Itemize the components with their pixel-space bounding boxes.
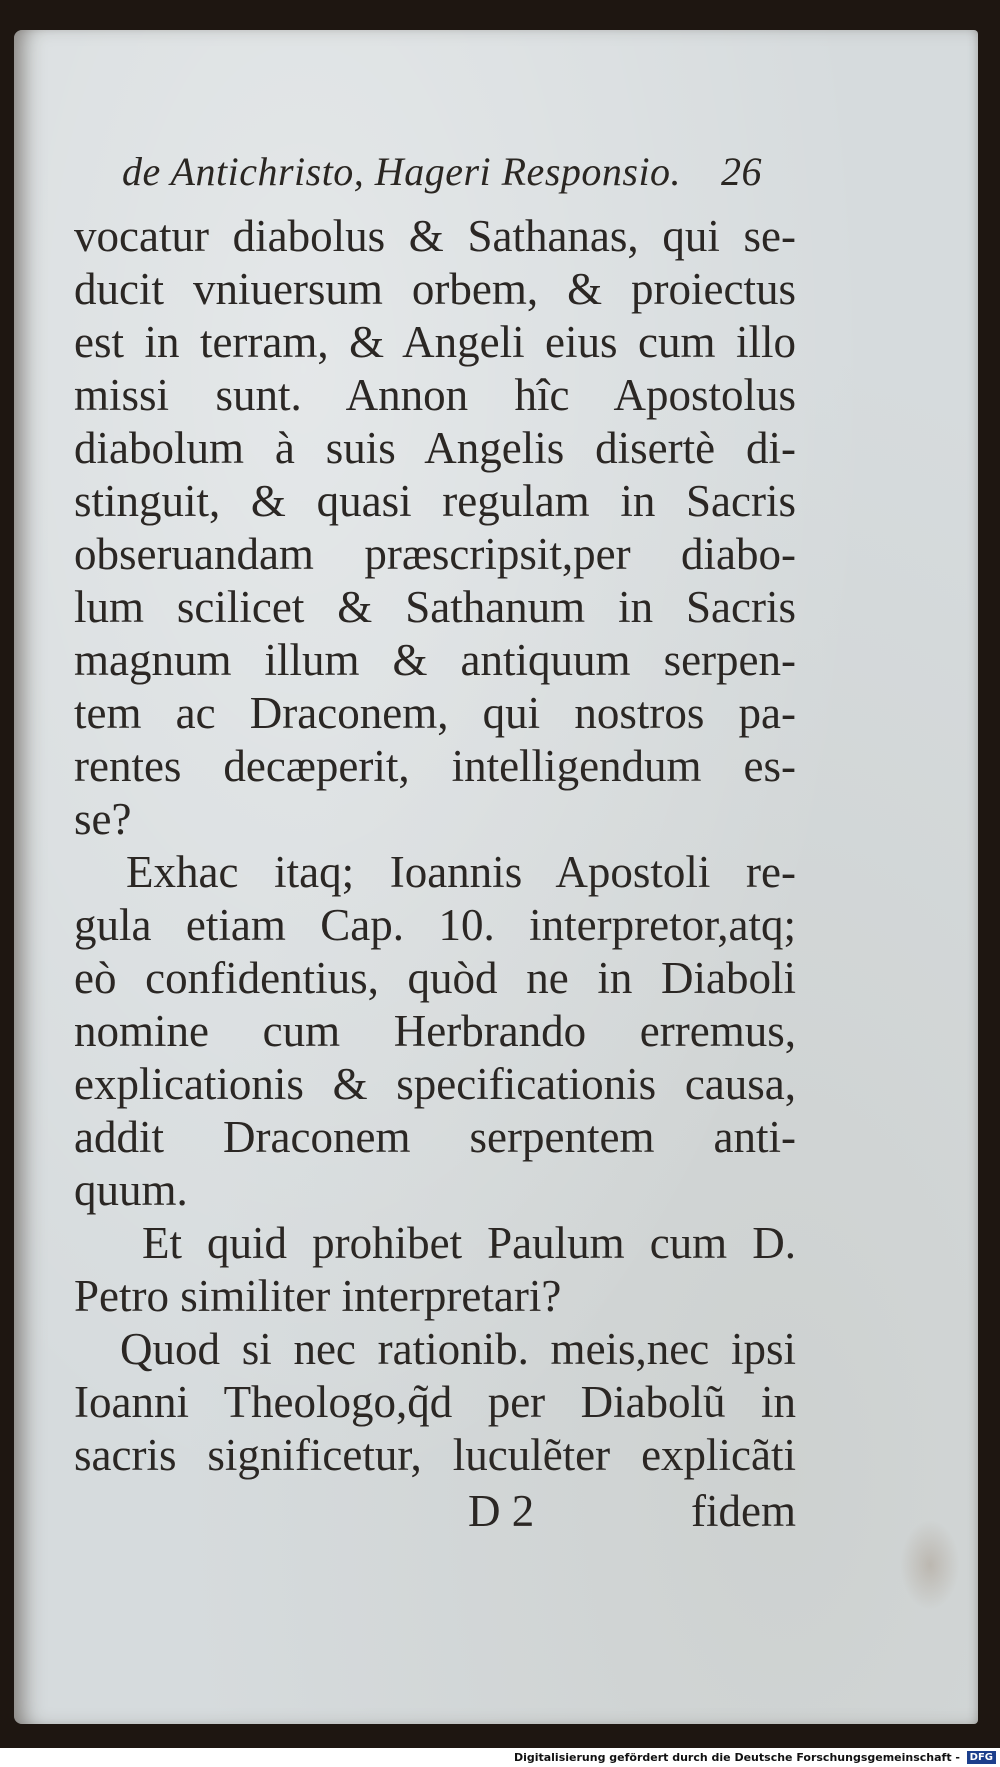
dfg-logo: DFG <box>967 1751 996 1764</box>
text-line: rentes decæperit, intelligendum es- <box>74 741 796 791</box>
text-line: diabolum à suis Angelis disertè di- <box>74 423 796 473</box>
text-line: ducit vniuersum orbem, & proiectus <box>74 264 796 314</box>
text-line: Ioanni Theologo,q̃d per Diabolũ in <box>74 1377 796 1427</box>
text-line: tem ac Draconem, qui nostros pa- <box>74 688 796 738</box>
text-line: se? <box>74 794 132 844</box>
text-line: missi sunt. Annon hîc Apostolus <box>74 370 796 420</box>
text-line: nomine cum Herbrando erremus, <box>74 1006 796 1056</box>
text-line: gula etiam Cap. 10. interpretor,atq; <box>74 900 796 950</box>
signature-mark: D 2 <box>468 1486 535 1536</box>
text-line: est in terram, & Angeli eius cum illo <box>74 317 796 367</box>
text-line: stinguit, & quasi regulam in Sacris <box>74 476 796 526</box>
text-line: Et quid prohibet Paulum cum D. <box>142 1218 796 1268</box>
text-line: eò confidentius, quòd ne in Diaboli <box>74 953 796 1003</box>
text-line: magnum illum & antiquum serpen- <box>74 635 796 685</box>
book-page <box>14 30 978 1724</box>
digitization-footer <box>0 1748 1000 1767</box>
text-line: addit Draconem serpentem anti- <box>74 1112 796 1162</box>
paper-stain <box>900 1520 960 1610</box>
body-text <box>74 210 796 1482</box>
text-line: explicationis & specificationis causa, <box>74 1059 796 1109</box>
running-head <box>122 148 772 200</box>
text-line: vocatur diabolus & Sathanas, qui se- <box>74 211 796 261</box>
text-line: quum. <box>74 1165 188 1215</box>
running-title: de Antichristo, Hageri Responsio. <box>122 149 682 194</box>
text-line: Quod si nec rationib. meis,nec ipsi <box>120 1324 796 1374</box>
catchword: fidem <box>691 1486 796 1536</box>
text-line: sacris significetur, luculẽter explicãti <box>74 1430 796 1480</box>
text-line: Exhac itaq; Ioannis Apostoli re- <box>126 847 796 897</box>
text-line: obseruandam præscripsit,per diabo- <box>74 529 796 579</box>
catch-line <box>74 1485 796 1540</box>
page-number: 26 <box>721 149 762 194</box>
funding-notice: Digitalisierung gefördert durch die Deutsche Forschungsgemeinschaft - <box>513 1751 960 1764</box>
text-line: lum scilicet & Sathanum in Sacris <box>74 582 796 632</box>
text-line: Petro similiter interpretari? <box>74 1271 562 1321</box>
